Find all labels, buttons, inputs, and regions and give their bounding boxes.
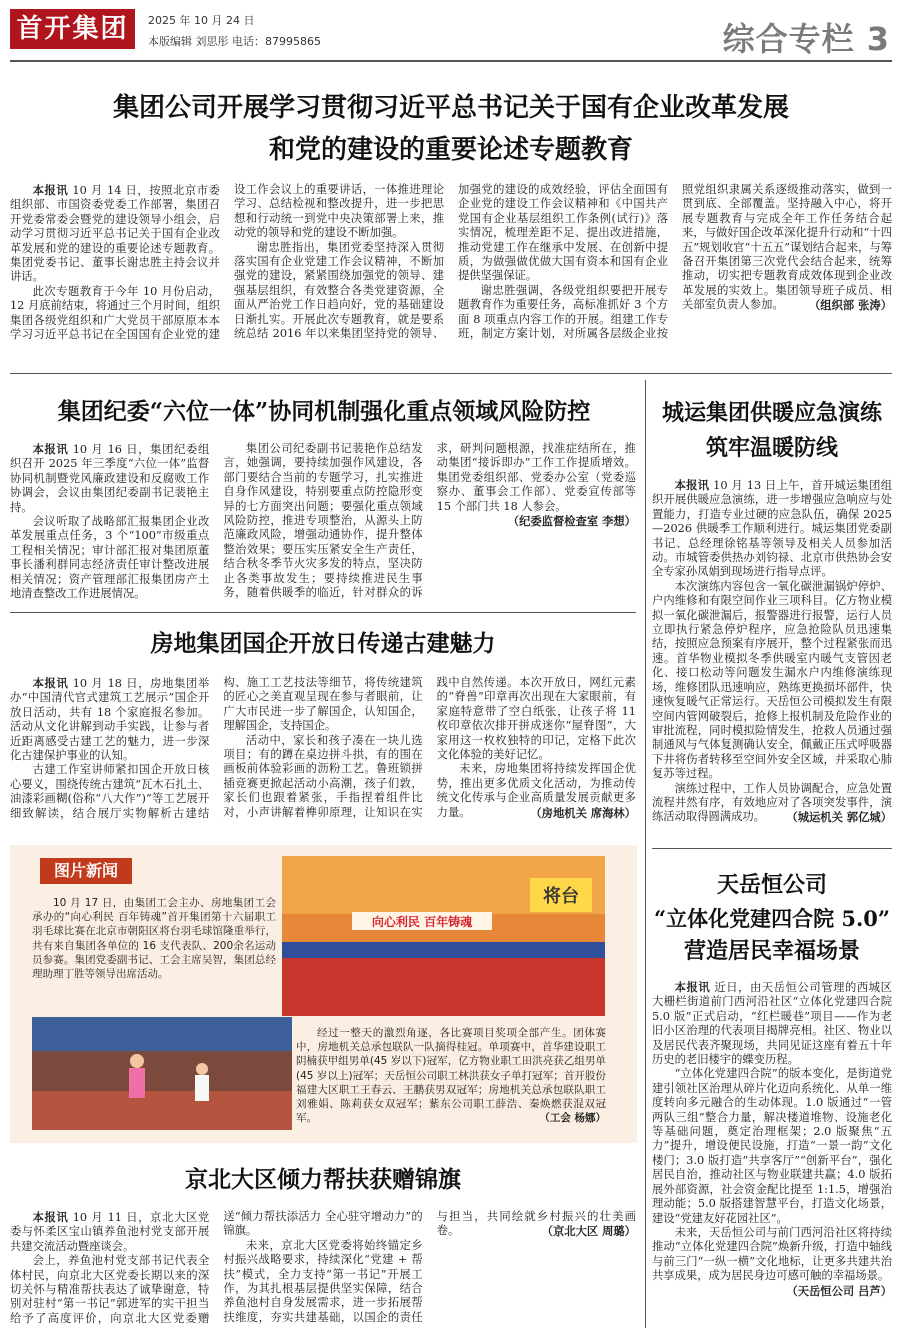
photo-crowd-back-row <box>282 942 605 958</box>
lead-signature: （组织部 张涛） <box>808 298 892 313</box>
lead-headline-line1: 集团公司开展学习贯彻习近平总书记关于国有企业改革发展 <box>112 93 789 123</box>
realestate-paragraph: 未来，房地集团将持续发挥国企优势，推出更多优质文化活动，为推动传统文化传承与企业高质量发展贡献更多力量。 <box>436 762 636 819</box>
discipline-byline: 本报讯 <box>32 442 69 456</box>
jingbei-byline: 本报讯 <box>32 1210 69 1224</box>
realestate-headline: 房地集团国企开放日传递古建魅力 <box>150 630 496 657</box>
heating-article-body <box>652 478 892 834</box>
tianyue-headline-line1: 天岳恒公司 <box>716 872 827 898</box>
realestate-byline: 本报讯 <box>32 676 69 690</box>
lead-paragraph: 10 月 14 日，按照北京市委组织部、市国资委党委工作部署，集团召开党委常委会暨党的建设领导小组会，启动学习贯彻习近平总书记关于国有企业改革发展和党的建设的重要论述专题教育。集团党委书记、董事长谢忠胜主持会议并讲话。 <box>10 184 220 284</box>
photo-wall <box>32 1017 292 1051</box>
section-divider <box>10 612 636 613</box>
tianyue-signature: （天岳恒公司 吕芦） <box>786 1283 892 1298</box>
photo-court-floor <box>32 1091 292 1130</box>
caption-text: 经过一整天的激烈角逐，各比赛项目奖项全部产生。团体赛中，房地机关总承包联队一队摘得桂冠。单项赛中，首华建设职工阴楠获甲组男单(45 岁以下)冠军，亿方物业职工田洪亮获乙组男单(45 岁以上)冠军；天岳恒公司职工林洪获女子单打冠军；首开股份福建大区职工王春云、王鹏获男双冠军；房地机关总承包联队职工刘雅娟、陈莉获女双冠军；紫东公司职工薛浩、秦焕燃获混双冠军。 <box>296 1027 606 1125</box>
tianyue-headline-line3: 营造居民幸福场景 <box>683 938 860 964</box>
lead-article-body <box>10 183 892 355</box>
jingbei-article-body <box>10 1210 636 1328</box>
heating-paragraph: 本次演练内容包含一氧化碳泄漏锅炉停炉、户内维修和有限空间作业三项科目。亿方物业模拟一氧化碳泄漏后，报警器进行报警，运行人员立即执行紧急停炉程序，应急抢险队员迅速集结，按照应急预案有序展开，整个过程紧张而迅速。首华物业模拟冬季供暖室内暖气支管因老化、接口松动等问题发生漏水户内维修演练现场，维修团队迅速响应，熟练更换损坏部件，快速恢复暖气正常运行。天岳恒公司模拟发生有限空间内管网破裂后，抢修上报机制及危险作业的审批流程，同时模拟险情发生，抢救人员通过强制通风与气体复测确认安全，佩戴正压式呼吸器下井将伤者转移至空间外安全区域，并采取心肺复苏等过程。 <box>652 579 892 781</box>
badminton-photo <box>32 1017 292 1130</box>
photo-banner-text: 向心利民 百年铸魂 <box>371 915 473 929</box>
group-photo <box>282 856 605 1016</box>
tianyue-article-body <box>652 980 892 1328</box>
heating-paragraph: 演练过程中，工作人员协调配合，应急处置流程井然有序，有效地应对了各项突发事件，演练活动取得圆满成功。 <box>652 781 892 824</box>
lead-paragraph: 谢忠胜指出，集团党委坚持深入贯彻落实国有企业党建工作会议精神，不断加强党的建设，紧紧围绕加强党的领导、建强基层组织，有效整合各类党建资源，全面从严治党工作日趋向好，党的基础建设日渐扎实。开展此次专题教育，就是要系统总结 2016 年以来集团坚持党的领导、加强党的建设的成效经验，评估全面国有企业党的建设工作会议精神和《中国共产党国有企业基层组织工作条例(试行)》落实情况，梳理差距不足、提出改进措施，推动党建工作在继承中发展、在创新中提质，为做强做优做大国有资本和国有企业提供坚强保证。 <box>234 183 668 341</box>
heating-signature: （城运机关 郭亿城） <box>786 810 892 825</box>
jingbei-paragraph: 未来，京北大区党委将始终锚定乡村振兴战略要求，持续深化“党建 + 帮扶”模式，全力支持“第一书记”开展工作，为其扎根基层提供坚实保障，结合养鱼池村自身发展需求，进一步拓展帮扶维度，夯实共建基础，以国企的责任与担当，共同绘就乡村振兴的壮美画卷。 <box>223 1210 636 1324</box>
caption-text: 10 月 17 日，由集团工会主办、房地集团工会承办的“向心利民 百年铸魂”首开集团第十六届职工羽毛球比赛在北京市朝阳区将台羽毛球馆隆重举行，共有来自集团各单位的 16 支代表队、200余名运动员参赛。集团党委副书记、工会主席吴智，集团总经理助理丁胜等领导出席活动。 <box>32 897 276 981</box>
editor-line: 本版编辑 刘思彤 电话：87995865 <box>148 35 321 48</box>
tianyue-paragraph: 近日，由天岳恒公司管理的西城区大栅栏街道前门西河沿社区“立体化党建四合院 5.0 版”正式启动，“红栏暖巷”项目——作为老旧小区治理的代表项目揭牌亮相。社区、物业以及居民代表齐聚现场，共同见证这座有着五十年历史的老旧楼宇的蝶变历程。 <box>652 981 892 1067</box>
photo-signature: （工会 杨娜） <box>539 1112 606 1125</box>
realestate-signature: （房地机关 席海林） <box>530 805 636 820</box>
heating-headline-line1: 城运集团供暖应急演练 <box>661 400 882 426</box>
masthead-rule <box>10 60 892 62</box>
discipline-headline: 集团纪委“六位一体”协同机制强化重点领域风险防控 <box>57 398 591 425</box>
tianyue-headline-line2: “立体化党建四合院 5.0” <box>653 906 890 931</box>
player-head <box>130 1054 144 1068</box>
discipline-paragraph: 集团公司纪委副书记裴艳作总结发言，她强调，要持续加强作风建设，各部门要结合当前的专题学习，扎实推进自身作风建设，特别要重点防控隐形变异的七方面突出问题；要强化重点领域风险防控，推进专项整治，从源头上防范廉政风险，增强动通协作，提升整体整治效果；要压实压紧安全生产责任，结合秋冬季节火灾多发的特点，坚决防止各类事故发生；要持续推进民生事务，随着供暖季的临近，针对群众的诉求，研判问题根源，找准症结所在，推动集团“接诉即办”工作工作提质增效。集团党委组织部、党委办公室（党委巡察办、董事会工作部）、党委宣传部等 15 个部门共 18 人参会。 <box>223 442 636 600</box>
tianyue-byline: 本报讯 <box>674 980 711 994</box>
photo-news-label: 图片新闻 <box>40 858 132 884</box>
player-body <box>195 1075 209 1101</box>
discipline-paragraph: 10 月 16 日，集团纪委组织召开 2025 年三季度“六位一体”监督协同机制暨党风廉政建设和反腐败工作协调会，会议由集团纪委副书记裴艳主持。 <box>10 443 210 514</box>
heating-paragraph: 10 月 13 日上午，首开城运集团组织开展供暖应急演练，进一步增强应急响应与处置能力，打造专业过硬的应急队伍，确保 2025—2026 供暖季工作顺利进行。城运集团党委副书记、总经理徐铭基等领导及相关人员参加活动。市城管委供热办刘钧禄、北京市供热协会安全专家孙凤娟到现场进行指导点评。 <box>652 479 892 579</box>
realestate-paragraph: 古建工作室讲师紧扣国企开放日核心要义，围绕传统古建筑“瓦木石扎土、油漆彩画糊(俗称“八大作”)”等工艺展开细致解读，结合展厅实物解析古建结构、施工工艺技法等细节，将传统建筑的匠心之美直观呈现在参与者眼前，让广大市民进一步了解国企，认知国企，理解国企，支持国企。 <box>10 676 423 820</box>
lead-paragraph: 此次专题教育于今年 10 月份启动，12 月底前结束，将通过三个月时间，组织集团各级党组织和广大党员干部原原本本学习习近平总书记在全国国有企业党的建设工作会议上的重要讲话，一体推进理论学习、总结检视和整改提升，进一步把思想和行动统一到党中央决策部署上来，推动党的领导和党的建设不断加强。 <box>10 183 444 342</box>
player-body <box>129 1068 145 1098</box>
discipline-article-body <box>10 442 636 602</box>
lead-paragraph: 谢忠胜强调，各级党组织要把开展专题教育作为重要任务，高标准抓好 3 个方面 8 项重点内容工作的开展。组建工作专班，制定方案计划，对所属各层级企业按照党组织隶属关系逐级推动落实，做到一贯到底、全部覆盖。坚持融入中心，将开展专题教育与完成全年工作任务结合起来，与做好国企改革深化提升行动和“十四五”规划收官“十五五”谋划结合起来，与筹备召开集团第三次党代会结合起来，统筹推动，切实把专题教育成效体现到企业改革发展的实效上。集团领导班子成员、相关部室负责人参加。 <box>458 183 892 341</box>
heating-headline-line2: 筑牢温暖防线 <box>705 435 838 461</box>
jingbei-headline: 京北大区倾力帮扶获赠锦旗 <box>185 1166 461 1193</box>
jingbei-paragraph: 10 月 11 日，京北大区党委与怀柔区宝山镇养鱼池村党支部开展共建交流活动暨座谈会。 <box>10 1211 210 1253</box>
vertical-divider <box>645 380 646 1328</box>
photo-crowd <box>282 956 605 1016</box>
jingbei-signature: （京北大区 周璐） <box>541 1224 636 1239</box>
realestate-paragraph: 活动中，家长和孩子凑在一块儿选项目；有的蹲在桌边拼斗拱，有的围在画板前体验彩画的沥粉工艺。鲁班锁拼插竞赛更掀起活动小高潮，孩子们敦，家长们也跟着紧张，手指捏着组件比对，小声讲解着榫卯原理，让知识在实践中自然传递。本次开放日，网红元素的“脊兽”印章再次出现在大家眼前，有家庭特意带了空白纸张，让孩子将 11 枚印章依次排开拼成迷你“屋脊图”，大家用这一枚枚独特的印记，定格下此次文化体验的美好记忆。 <box>223 676 636 819</box>
photo-caption-2 <box>296 1026 606 1134</box>
jingbei-paragraph: 会上，养鱼池村党支部书记代表全体村民，向京北大区党委长期以来的深切关怀与精准帮扶表达了诚挚谢意，特别对驻村“第一书记”郭进军的实干担当给予了高度评价，向京北大区党委赠送“倾力帮扶添活力 全心驻守增动力”的锦旗。 <box>10 1210 423 1325</box>
lead-byline: 本报讯 <box>32 183 69 197</box>
column-title: 综合专栏 3 <box>722 20 890 58</box>
tianyue-paragraph: 未来，天岳恒公司与前门西河沿社区将持续推动“立体化党建四合院”焕新升级，打造中轴线与前三门“一纵一横”文化地标，让更多共建共治共享成果，成为居民身边可感可触的幸福场景。 <box>652 1225 892 1283</box>
player-head <box>196 1063 208 1075</box>
heating-byline: 本报讯 <box>674 478 710 492</box>
discipline-signature: （纪委监督检查室 李想） <box>507 514 636 529</box>
discipline-paragraph: 会议听取了战略部汇报集团企业改革发展重点任务，3 个“100”市级重点工程相关情况；审计部汇报对集团原董事长潘利群同志经济责任审计整改进展相关情况；资产管理部汇报集团房产土地清查整改工作进展情况。 <box>10 515 210 601</box>
photo-caption-1 <box>32 896 276 1012</box>
realestate-article-body <box>10 676 636 828</box>
newspaper-logo: 首开集团 <box>10 9 135 49</box>
issue-date: 2025 年 10 月 24 日 <box>148 14 255 27</box>
section-divider <box>10 373 892 374</box>
lead-headline-line2: 和党的建设的重要论述专题教育 <box>268 135 633 165</box>
tianyue-paragraph: “立体化党建四合院”的版本变化，是街道党建引领社区治理从碎片化迈向系统化、从单一维度转向多元融合的生动体现。1.0 版通过“一管两队三组”整合力量，解决楼道堆物、设施老化等基础问题，奠定治理框架；2.0 版聚焦“五力”提升，增设便民设施，打造“一景一韵”文化楼门；3.0 版打造“共享客厅”“创新平台”，强化居民自治，推动社区与物业联建共赢；4.0 版拓展外部资源，社会资金配比提至 1:1.5，增强治理动能；5.0 版搭建智慧平台，打造文化场景，建设“党建友好花园社区”。 <box>652 1067 892 1225</box>
photo-sign-text: 将台 <box>543 886 579 907</box>
section-divider <box>652 848 892 849</box>
realestate-paragraph: 10 月 18 日，房地集团举办“中国清代官式建筑工艺展示”国企开放日活动，共有 18 个家庭报名参加。活动从文化讲解到动手实践，让参与者近距离感受古建工艺的魅力，进一步深化古建保护事业的认知。 <box>10 677 210 763</box>
